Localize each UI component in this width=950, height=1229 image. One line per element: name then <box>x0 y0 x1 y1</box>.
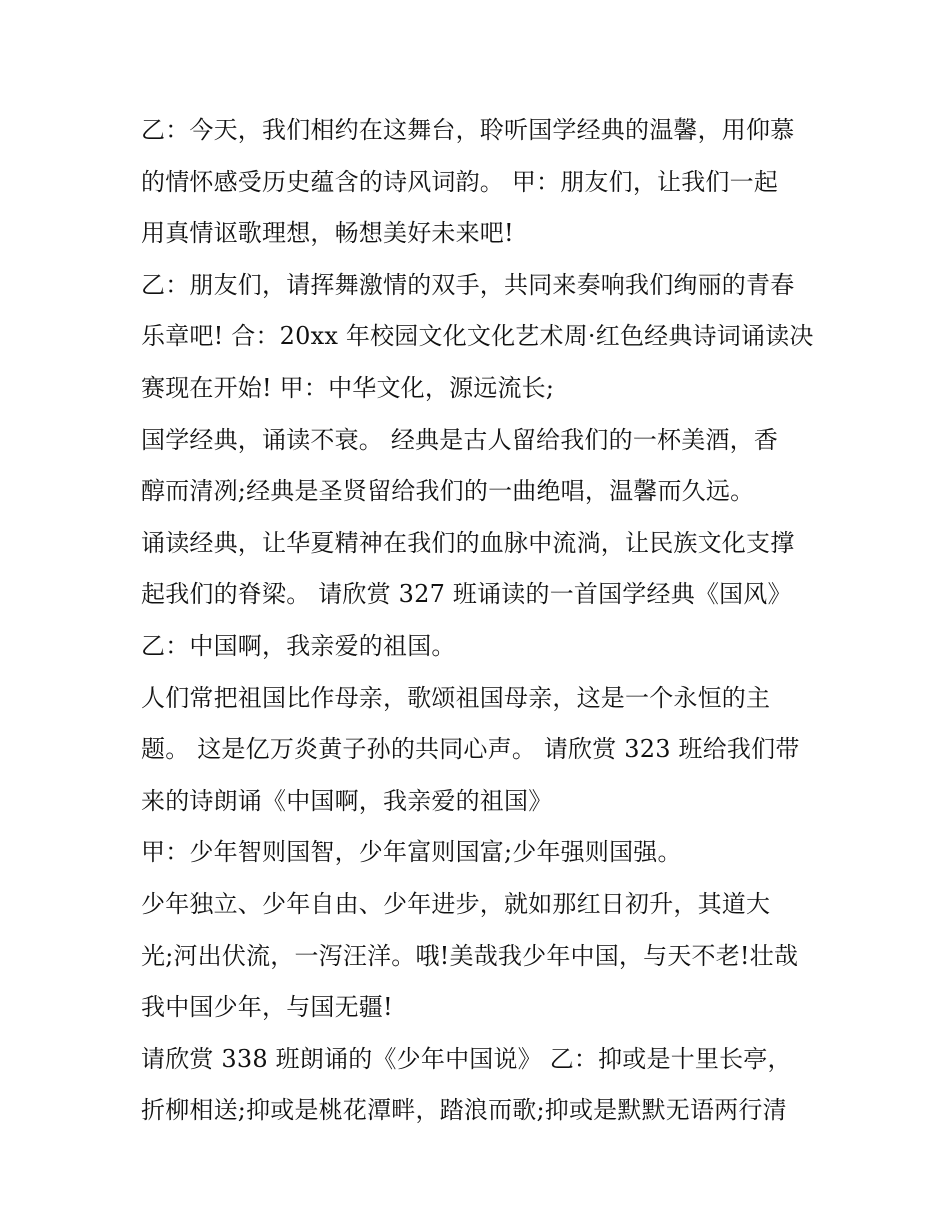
text-line-5: 乐章吧! 合：20xx 年校园文化文化艺术周·红色经典诗词诵读决 <box>141 322 814 351</box>
text-line-15: 甲：少年智则国智，少年富则国富;少年强则国强。 <box>141 838 682 867</box>
text-line-14: 来的诗朗诵《中国啊，我亲爱的祖国》 <box>141 786 553 815</box>
text-line-10: 起我们的脊梁。 请欣赏 327 班诵读的一首国学经典《国风》 <box>141 580 792 609</box>
text-line-12: 人们常把祖国比作母亲，歌颂祖国母亲，这是一个永恒的主 <box>141 683 771 712</box>
text-line-7: 国学经典，诵读不衰。 经典是古人留给我们的一杯美酒，香 <box>141 425 779 454</box>
text-line-11: 乙：中国啊，我亲爱的祖国。 <box>141 631 456 660</box>
text-line-13: 题。 这是亿万炎黄子孙的共同心声。 请欣赏 323 班给我们带 <box>141 735 800 764</box>
text-line-9: 诵读经典，让华夏精神在我们的血脉中流淌，让民族文化支撑 <box>141 528 795 557</box>
text-line-4: 乙：朋友们，请挥舞激情的双手，共同来奏响我们绚丽的青春 <box>141 270 795 299</box>
text-line-8: 醇而清冽;经典是圣贤留给我们的一曲绝唱，温馨而久远。 <box>141 477 755 506</box>
text-line-2: 的情怀感受历史蕴含的诗风词韵。 甲：朋友们，让我们一起 <box>141 167 779 196</box>
text-line-1: 乙：今天，我们相约在这舞台，聆听国学经典的温馨，用仰慕 <box>141 116 795 144</box>
text-line-3: 用真情讴歌理想，畅想美好未来吧! <box>141 219 514 248</box>
text-line-19: 请欣赏 338 班朗诵的《少年中国说》 乙：抑或是十里长亭， <box>141 1044 792 1073</box>
text-line-16: 少年独立、少年自由、少年进步，就如那红日初升，其道大 <box>141 889 771 918</box>
text-line-18: 我中国少年，与国无疆! <box>141 993 393 1022</box>
text-line-20: 折柳相送;抑或是桃花潭畔，踏浪而歌;抑或是默默无语两行清 <box>141 1096 787 1125</box>
text-line-6: 赛现在开始! 甲：中华文化，源远流长; <box>141 373 555 402</box>
text-line-17: 光;河出伏流，一泻汪洋。哦!美哉我少年中国，与天不老!壮哉 <box>141 941 799 970</box>
document-body <box>141 108 821 1140</box>
